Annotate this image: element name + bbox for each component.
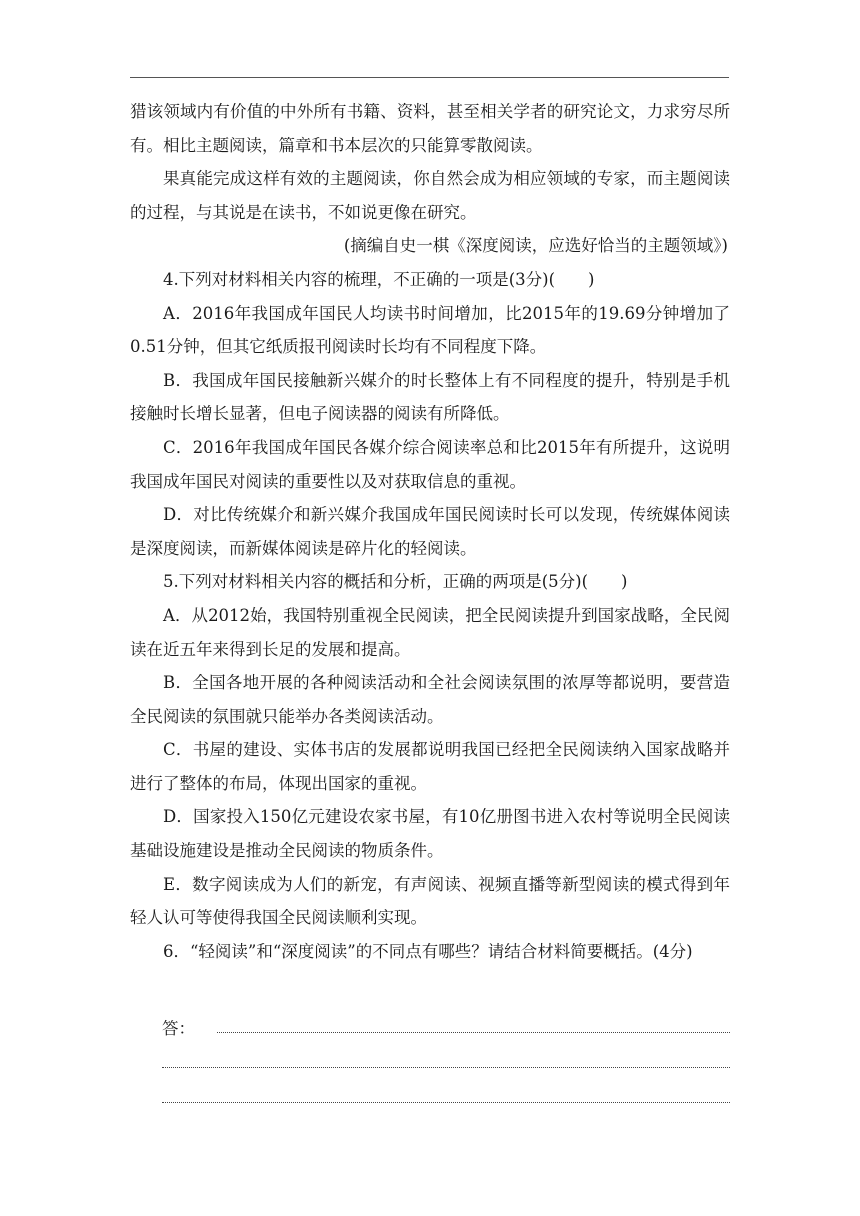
question-5-option-a: A．从2012始，我国特别重视全民阅读，把全民阅读提升到国家战略，全民阅读在近五年来得到长足的发展和提高。	[130, 605, 730, 659]
dotted-line	[217, 1032, 730, 1033]
question-4-option-c: C．2016年我国成年国民各媒介综合阅读率总和比2015年有所提升，这说明我国成年国民对阅读的重要性以及对获取信息的重视。	[130, 437, 730, 491]
answer-area[interactable]	[162, 1013, 730, 1118]
question-5-stem: 5.下列对材料相关内容的概括和分析，正确的两项是(5分)( )	[163, 572, 628, 592]
answer-line[interactable]	[162, 1048, 730, 1083]
question-4-option-b: B．我国成年国民接触新兴媒介的时长整体上有不同程度的提升，特别是手机接触时长增长显著，但电子阅读器的阅读有所降低。	[130, 370, 730, 424]
question-5-option-b: B．全国各地开展的各种阅读活动和全社会阅读氛围的浓厚等都说明，要营造全民阅读的氛围就只能举办各类阅读活动。	[130, 673, 730, 726]
document-body	[130, 95, 730, 968]
question-5-option-e: E．数字阅读成为人们的新宠，有声阅读、视频直播等新型阅读的模式得到年轻人认可等使得我国全民阅读顺利实现。	[130, 874, 730, 928]
question-6-stem: 6．“轻阅读”和“深度阅读”的不同点有哪些？请结合材料简要概括。(4分)	[163, 941, 693, 961]
dotted-line	[162, 1102, 730, 1103]
question-5-option-c: C．书屋的建设、实体书店的发展都说明我国已经把全民阅读纳入国家战略并进行了整体的布局，体现出国家的重视。	[130, 740, 730, 793]
answer-line[interactable]	[162, 1083, 730, 1118]
source-citation: (摘编自史一棋《深度阅读，应选好恰当的主题领域》)	[343, 236, 728, 256]
header-rule	[130, 77, 729, 78]
dotted-line	[162, 1067, 730, 1068]
question-4-stem: 4.下列对材料相关内容的梳理，不正确的一项是(3分)( )	[163, 269, 595, 289]
answer-line[interactable]	[162, 1013, 730, 1048]
question-5-option-d: D．国家投入150亿元建设农家书屋，有10亿册图书进入农村等说明全民阅读基础设施建设是推动全民阅读的物质条件。	[130, 807, 730, 861]
answer-label: 答：	[162, 1019, 195, 1038]
passage-paragraph: 猎该领域内有价值的中外所有书籍、资料，甚至相关学者的研究论文，力求穷尽所有。相比主题阅读，篇章和书本层次的只能算零散阅读。	[130, 102, 730, 155]
passage-paragraph: 果真能完成这样有效的主题阅读，你自然会成为相应领域的专家，而主题阅读的过程，与其说是在读书，不如说更像在研究。	[130, 169, 730, 222]
question-4-option-d: D．对比传统媒介和新兴媒介我国成年国民阅读时长可以发现，传统媒体阅读是深度阅读，而新媒体阅读是碎片化的轻阅读。	[130, 505, 730, 558]
question-4-option-a: A．2016年我国成年国民人均读书时间增加，比2015年的19.69分钟增加了0.51分钟，但其它纸质报刊阅读时长均有不同程度下降。	[130, 303, 730, 357]
